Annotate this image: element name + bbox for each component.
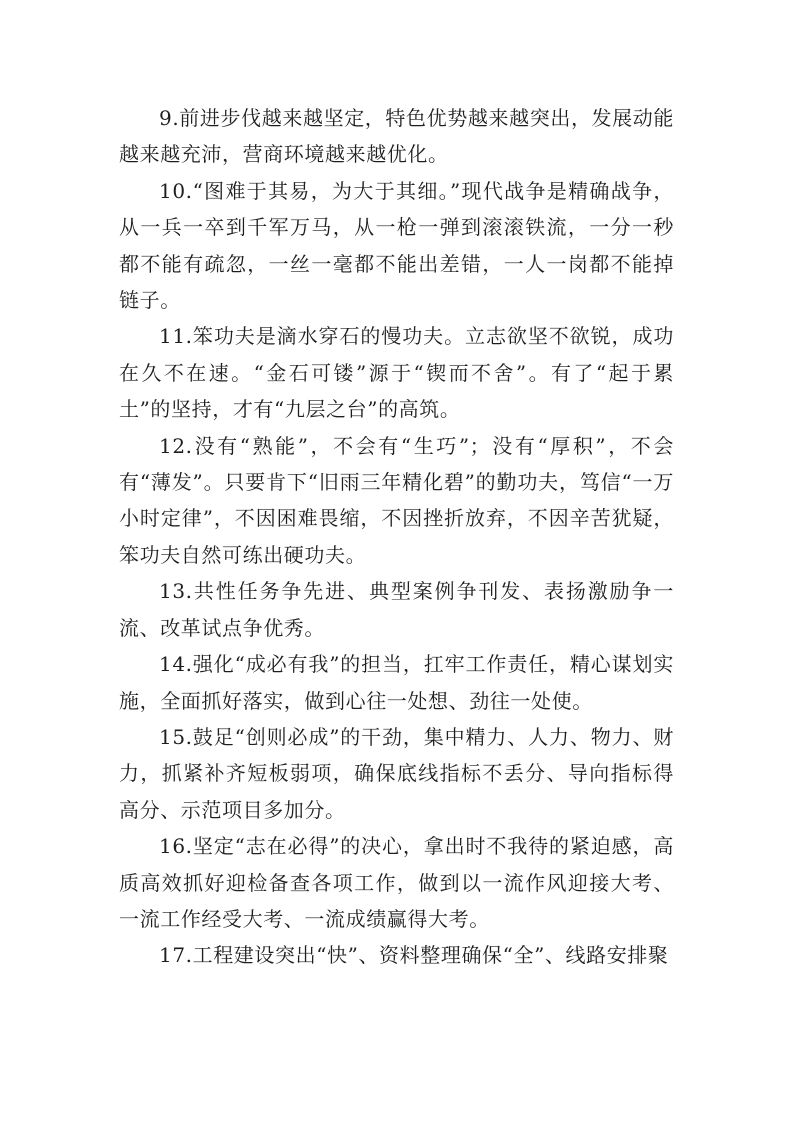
paragraph-15: 15.鼓足“创则必成”的干劲，集中精力、人力、物力、财力，抓紧补齐短板弱项，确保底线指标不丢分、导向指标得高分、示范项目多加分。 — [119, 724, 674, 822]
document-page — [119, 100, 674, 974]
paragraph-16: 16.坚定“志在必得”的决心，拿出时不我待的紧迫感，高质高效抓好迎检备查各项工作，做到以一流作风迎接大考、一流工作经受大考、一流成绩赢得大考。 — [119, 834, 674, 931]
paragraph-12: 12.没有“熟能”，不会有“生巧”；没有“厚积”，不会有“薄发”。只要肯下“旧雨三年精化碧”的勤功夫，笃信“一万小时定律”，不因困难畏缩，不因挫折放弃，不因辛苦犹疑，笨功夫自然可练出硬功夫。 — [119, 433, 674, 567]
paragraph-11: 11.笨功夫是滴水穿石的慢功夫。立志欲坚不欲锐，成功在久不在速。“金石可镂”源于“锲而不舍”。有了“起于累土”的坚持，才有“九层之台”的高筑。 — [119, 324, 674, 422]
paragraph-14: 14.强化“成必有我”的担当，扛牢工作责任，精心谋划实施，全面抓好落实，做到心往一处想、劲往一处使。 — [119, 652, 674, 713]
paragraph-9: 9.前进步伐越来越坚定，特色优势越来越突出，发展动能越来越充沛，营商环境越来越优化。 — [119, 106, 674, 167]
paragraph-17: 17.工程建设突出“快”、资料整理确保“全”、线路安排聚 — [159, 943, 669, 968]
paragraph-10: 10.“图难于其易，为大于其细。”现代战争是精确战争，从一兵一卒到千军万马，从一枪一弹到滚滚铁流，一分一秒都不能有疏忽，一丝一毫都不能出差错，一人一岗都不能掉链子。 — [119, 178, 674, 313]
paragraph-13: 13.共性任务争先进、典型案例争刊发、表扬激励争一流、改革试点争优秀。 — [119, 579, 674, 640]
